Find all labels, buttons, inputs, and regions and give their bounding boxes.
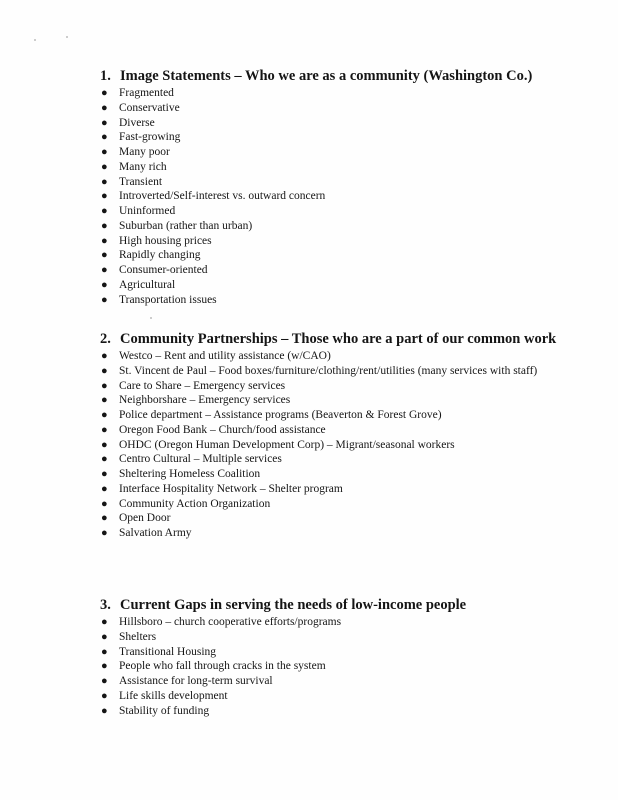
list-item xyxy=(100,659,570,674)
list-item xyxy=(100,615,570,630)
list-item-text: Fast-growing xyxy=(119,131,181,144)
scan-speck xyxy=(34,39,36,41)
bullet-icon: ● xyxy=(101,116,108,129)
bullet-icon: ● xyxy=(101,675,108,687)
list-item xyxy=(100,145,570,160)
bullet-icon: ● xyxy=(101,131,108,144)
list-item xyxy=(100,248,570,263)
bullet-icon: ● xyxy=(101,146,108,158)
bullet-icon: ● xyxy=(101,438,108,451)
list-item-text: Hillsboro – church cooperative efforts/programs xyxy=(119,616,342,628)
list-item xyxy=(100,704,570,719)
list-item-text: Assistance for long-term survival xyxy=(119,675,273,687)
list-item xyxy=(100,130,570,145)
bullet-icon: ● xyxy=(101,219,108,232)
list-item-text: Rapidly changing xyxy=(119,249,201,262)
list-item-text: Oregon Food Bank – Church/food assistance xyxy=(119,423,326,436)
bullet-icon: ● xyxy=(101,278,108,291)
bullet-icon: ● xyxy=(101,512,108,525)
bullet-icon: ● xyxy=(101,87,108,99)
bullet-icon: ● xyxy=(101,264,108,276)
bullet-icon: ● xyxy=(101,645,108,658)
bullet-icon: ● xyxy=(101,350,108,362)
list-item xyxy=(100,689,570,704)
bullet-icon: ● xyxy=(101,409,108,421)
list-item-text: Many rich xyxy=(119,160,167,173)
list-item-text: OHDC (Oregon Human Development Corp) – Migrant/seasonal workers xyxy=(119,438,455,451)
list-item xyxy=(100,482,570,497)
list-item-text: St. Vincent de Paul – Food boxes/furniture/clothing/rent/utilities (many services with staff) xyxy=(119,364,538,377)
section-number: 3. xyxy=(100,597,111,613)
bullet-icon: ● xyxy=(101,293,108,306)
list-item-text: Suburban (rather than urban) xyxy=(119,219,253,232)
list-item xyxy=(100,219,570,234)
list-item xyxy=(100,379,570,394)
list-item xyxy=(100,630,570,645)
section-image-statements xyxy=(100,68,570,307)
bullet-list xyxy=(100,615,570,718)
list-item xyxy=(100,511,570,526)
list-item xyxy=(100,234,570,249)
list-item xyxy=(100,116,570,131)
list-item-text: High housing prices xyxy=(119,234,212,247)
bullet-icon: ● xyxy=(101,497,108,510)
list-item xyxy=(100,452,570,467)
bullet-icon: ● xyxy=(101,234,108,247)
bullet-icon: ● xyxy=(101,630,108,643)
list-item-text: Life skills development xyxy=(119,689,228,702)
list-item xyxy=(100,526,570,541)
list-item-text: Shelters xyxy=(119,630,157,643)
list-item xyxy=(100,175,570,190)
section-current-gaps xyxy=(100,597,570,718)
scan-speck xyxy=(66,36,68,38)
bullet-icon: ● xyxy=(101,689,108,702)
list-item-text: Conservative xyxy=(119,101,180,114)
bullet-icon: ● xyxy=(101,704,108,717)
bullet-icon: ● xyxy=(101,101,108,114)
section-heading xyxy=(100,68,570,85)
list-item xyxy=(100,423,570,438)
section-title: Community Partnerships – Those who are a part of our common work xyxy=(120,331,557,347)
list-item xyxy=(100,189,570,204)
list-item-text: People who fall through cracks in the system xyxy=(119,660,326,673)
list-item xyxy=(100,86,570,101)
section-title: Image Statements – Who we are as a community (Washington Co.) xyxy=(120,68,533,84)
list-item-text: Diverse xyxy=(119,116,155,129)
list-item-text: Centro Cultural – Multiple services xyxy=(119,453,282,466)
list-item-text: Care to Share – Emergency services xyxy=(119,379,286,392)
bullet-icon: ● xyxy=(101,660,108,673)
list-item-text: Police department – Assistance programs (Beaverton & Forest Grove) xyxy=(119,409,442,421)
scan-speck xyxy=(150,317,152,319)
list-item-text: Westco – Rent and utility assistance (w/CAO) xyxy=(119,350,331,362)
section-community-partnerships xyxy=(100,331,570,541)
bullet-icon: ● xyxy=(101,160,108,173)
list-item-text: Transitional Housing xyxy=(119,645,217,658)
list-item xyxy=(100,645,570,660)
bullet-icon: ● xyxy=(101,249,108,262)
list-item-text: Transient xyxy=(119,175,163,188)
section-heading xyxy=(100,331,570,348)
list-item xyxy=(100,467,570,482)
list-item xyxy=(100,408,570,423)
list-item-text: Many poor xyxy=(119,146,170,158)
list-item-text: Fragmented xyxy=(119,87,174,99)
list-item xyxy=(100,204,570,219)
bullet-icon: ● xyxy=(101,175,108,188)
list-item-text: Consumer-oriented xyxy=(119,264,208,276)
bullet-icon: ● xyxy=(101,527,108,539)
bullet-icon: ● xyxy=(101,205,108,217)
list-item xyxy=(100,393,570,408)
bullet-icon: ● xyxy=(101,468,108,480)
bullet-icon: ● xyxy=(101,482,108,495)
list-item-text: Transportation issues xyxy=(119,293,217,306)
bullet-icon: ● xyxy=(101,394,108,407)
list-item xyxy=(100,497,570,512)
list-item-text: Neighborshare – Emergency services xyxy=(119,394,291,407)
section-number: 2. xyxy=(100,331,111,347)
list-item-text: Interface Hospitality Network – Shelter program xyxy=(119,482,343,495)
list-item-text: Stability of funding xyxy=(119,704,210,717)
list-item-text: Sheltering Homeless Coalition xyxy=(119,468,261,480)
bullet-icon: ● xyxy=(101,190,108,203)
bullet-icon: ● xyxy=(101,453,108,466)
section-title: Current Gaps in serving the needs of low-income people xyxy=(120,597,467,613)
bullet-icon: ● xyxy=(101,423,108,436)
bullet-icon: ● xyxy=(101,379,108,392)
list-item xyxy=(100,160,570,175)
list-item xyxy=(100,263,570,278)
bullet-list xyxy=(100,86,570,307)
bullet-list xyxy=(100,349,570,541)
list-item-text: Uninformed xyxy=(119,205,176,217)
section-number: 1. xyxy=(100,68,111,84)
list-item xyxy=(100,278,570,293)
list-item xyxy=(100,293,570,308)
list-item xyxy=(100,349,570,364)
list-item xyxy=(100,101,570,116)
list-item-text: Agricultural xyxy=(119,278,176,291)
list-item xyxy=(100,364,570,379)
list-item-text: Open Door xyxy=(119,512,171,525)
bullet-icon: ● xyxy=(101,364,108,377)
bullet-icon: ● xyxy=(101,616,108,628)
list-item xyxy=(100,674,570,689)
list-item-text: Introverted/Self-interest vs. outward concern xyxy=(119,190,326,203)
list-item-text: Salvation Army xyxy=(119,527,192,539)
list-item-text: Community Action Organization xyxy=(119,497,271,510)
list-item xyxy=(100,438,570,453)
section-heading xyxy=(100,597,570,614)
